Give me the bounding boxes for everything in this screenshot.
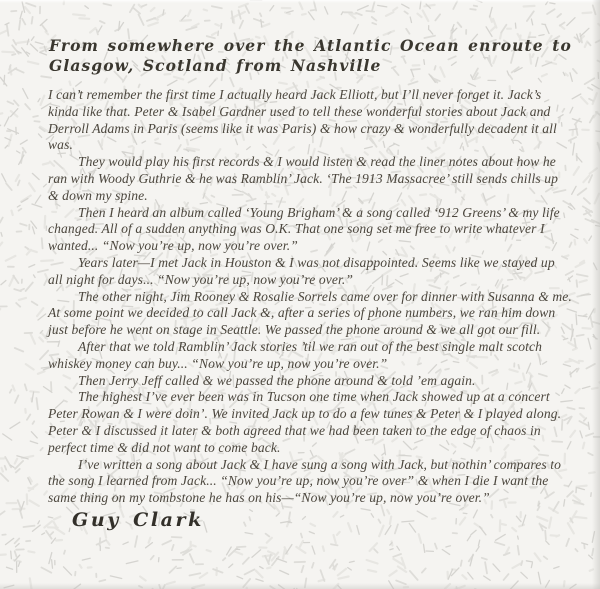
paragraph: Then Jerry Jeff called & we passed the phone around & told ’em again.: [78, 372, 476, 388]
paragraph: The highest I’ve ever been was in Tucson one time when Jack showed up at a concert Peter Rowan & I were doin’. We invited Jack up to do a few tunes & Peter & I played along. Peter & I discussed it later & both agreed that we had been taken to the edge of chaos in perfect time & did not want to come back.: [48, 389, 562, 455]
page-title-line-1: From somewhere over the Atlantic Ocean enroute to: [49, 36, 572, 55]
paragraph: Years later—I met Jack in Houston & I was not disappointed. Seems like we stayed up all night for days... “Now you’re up, now you’re over.”: [48, 254, 555, 287]
signature-guy-clark: Guy Clark: [72, 508, 204, 531]
paragraph: Then I heard an album called ‘Young Brigham’ & a song called ‘912 Greens’ & my life changed. All of a sudden anything was O.K. That one song set me free to write whatever I wanted... “Now you’re up, now you’re over.”: [48, 204, 560, 254]
paragraph: After that we told Ramblin’ Jack stories ’til we ran out of the best single malt scotch whiskey money can buy... “Now you’re up, now you’re over.”: [48, 338, 543, 371]
paragraph: They would play his first records & I would listen & read the liner notes about how he ran with Woody Guthrie & he was Ramblin’ Jack. ‘The 1913 Massacree’ still sends chills up & down my spine.: [48, 154, 559, 203]
paragraph: I’ve written a song about Jack & I have sung a song with Jack, but nothin’ compares to the song I learned from Jack... “Now you’re up, now you’re over” & when I die I want the same thing on my tombstone he has on his—“Now you’re up, now you’re over.”: [48, 456, 562, 506]
liner-notes-content: [48, 36, 572, 532]
page-title-line-2: Glasgow, Scotland from Nashville: [49, 56, 382, 75]
page-title: [49, 36, 572, 76]
liner-notes-text: [48, 87, 572, 507]
paragraph: I can’t remember the first time I actually heard Jack Elliott, but I’ll never forget it. Jack’s kinda like that. Peter & Isabel Gardner used to tell these wonderful stories about Jack and Derroll Adams in Paris (seems like it was Paris) & how crazy & wonderfully decadent it all was.: [48, 87, 557, 153]
paragraph: The other night, Jim Rooney & Rosalie Sorrels came over for dinner with Susanna & me. At some point we decided to call Jack &, after a series of phone numbers, we ran him down just before he went on stage in Seattle. We passed the phone around & we all got our fill.: [48, 288, 572, 338]
